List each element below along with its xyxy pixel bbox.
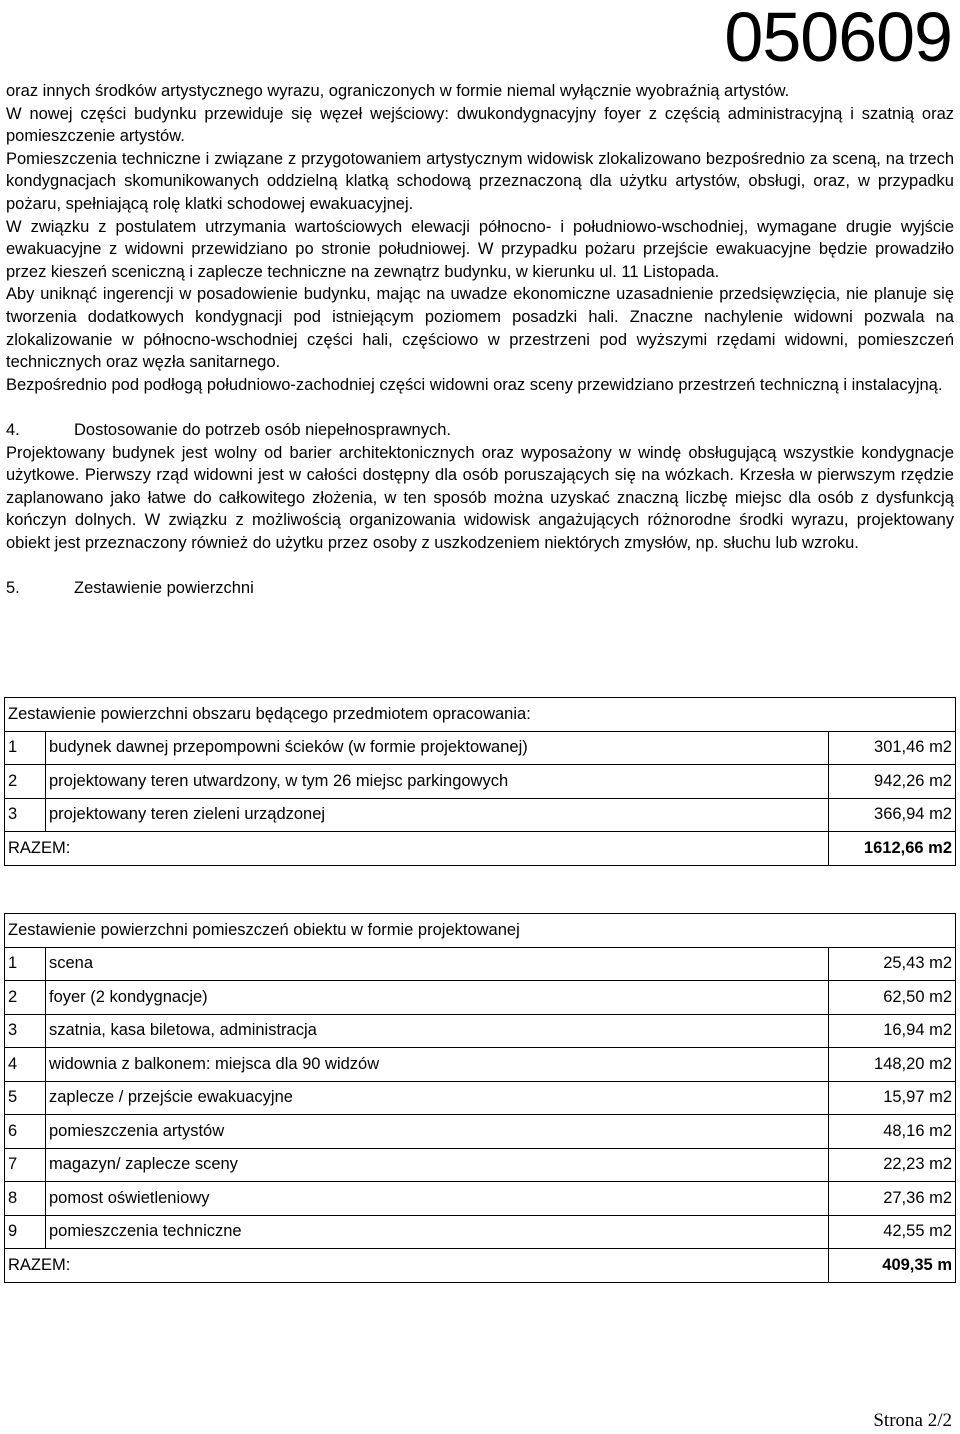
table-total-row	[5, 1249, 956, 1283]
row-name: szatnia, kasa biletowa, administracja	[46, 1014, 829, 1048]
row-value: 27,36 m2	[829, 1182, 956, 1216]
row-index: 1	[5, 947, 46, 981]
table-row	[5, 1115, 956, 1149]
table-caption: Zestawienie powierzchni pomieszczeń obiektu w formie projektowanej	[5, 914, 956, 948]
row-value: 148,20 m2	[829, 1048, 956, 1082]
row-value: 366,94 m2	[829, 798, 956, 832]
row-index: 8	[5, 1182, 46, 1216]
row-index: 3	[5, 798, 46, 832]
paragraph: W nowej części budynku przewiduje się węzeł wejściowy: dwukondygnacyjny foyer z częścią administracyjną i szatnią oraz pomieszczenie artystów.	[6, 104, 954, 146]
row-name: scena	[46, 947, 829, 981]
row-value: 42,55 m2	[829, 1215, 956, 1249]
row-value: 62,50 m2	[829, 981, 956, 1015]
section-heading-4	[6, 419, 954, 442]
row-value: 16,94 m2	[829, 1014, 956, 1048]
table-caption: Zestawienie powierzchni obszaru będącego przedmiotem opracowania:	[5, 698, 956, 732]
row-name: widownia z balkonem: miejsca dla 90 widzów	[46, 1048, 829, 1082]
total-value: 1612,66 m2	[829, 832, 956, 866]
row-value: 48,16 m2	[829, 1115, 956, 1149]
row-name: budynek dawnej przepompowni ścieków (w formie projektowanej)	[46, 731, 829, 765]
row-index: 7	[5, 1148, 46, 1182]
row-index: 9	[5, 1215, 46, 1249]
section-heading-5	[6, 577, 954, 600]
row-index: 6	[5, 1115, 46, 1149]
section-number: 5.	[6, 579, 20, 598]
document-number: 050609	[724, 0, 952, 76]
row-name: foyer (2 kondygnacje)	[46, 981, 829, 1015]
table-row	[5, 798, 956, 832]
paragraph: W związku z postulatem utrzymania wartościowych elewacji północno- i południowo-wschodniej, wymagane drugie wyjście ewakuacyjne z widowni przewidziano po stronie południowej. W przypadku pożaru przejście ewakuacyjne będzie prowadziło przez kieszeń sceniczną i zaplecze techniczne na zewnątrz budynku, w kierunku ul. 11 Listopada.	[6, 217, 954, 281]
row-value: 25,43 m2	[829, 947, 956, 981]
row-value: 22,23 m2	[829, 1148, 956, 1182]
page-number: Strona 2/2	[873, 1410, 952, 1431]
table-row	[5, 1048, 956, 1082]
row-name: magazyn/ zaplecze sceny	[46, 1148, 829, 1182]
table-row	[5, 1148, 956, 1182]
area-table-site	[4, 697, 956, 866]
row-name: projektowany teren utwardzony, w tym 26 miejsc parkingowych	[46, 765, 829, 799]
table-caption-row	[5, 914, 956, 948]
table-row	[5, 1182, 956, 1216]
table-row	[5, 765, 956, 799]
table-row	[5, 731, 956, 765]
table-total-row	[5, 832, 956, 866]
table-caption-row	[5, 698, 956, 732]
total-label: RAZEM:	[5, 1249, 829, 1283]
row-index: 2	[5, 981, 46, 1015]
paragraph: Pomieszczenia techniczne i związane z przygotowaniem artystycznym widowisk zlokalizowano bezpośrednio za sceną, na trzech kondygnacjach skomunikowanych oddzielną klatką schodową przeznaczoną dla użytku artystów, obsługi, oraz, w przypadku pożaru, spełniającą rolę klatki schodowej ewakuacyjnej.	[6, 149, 954, 213]
body-text	[6, 80, 954, 600]
section-title: Dostosowanie do potrzeb osób niepełnosprawnych.	[74, 420, 451, 439]
row-index: 4	[5, 1048, 46, 1082]
table-row	[5, 981, 956, 1015]
table-row	[5, 947, 956, 981]
paragraph: Aby uniknąć ingerencji w posadowienie budynku, mając na uwadze ekonomiczne uzasadnienie przedsięwzięcia, nie planuje się tworzenia dodatkowych kondygnacji pod istniejącym poziomem posadzki hali. Znaczne nachylenie widowni pozwala na zlokalizowanie w północno-wschodniej części hali, częściowo w przestrzeni pod wyższymi rzędami widowni, pomieszczeń technicznych oraz węzła sanitarnego.	[6, 285, 954, 372]
section-number: 4.	[6, 420, 20, 439]
paragraph: oraz innych środków artystycznego wyrazu, ograniczonych w formie niemal wyłącznie wyobraźnią artystów.	[6, 82, 790, 100]
section-title: Zestawienie powierzchni	[74, 579, 254, 598]
row-value: 301,46 m2	[829, 731, 956, 765]
paragraph: Projektowany budynek jest wolny od barier architektonicznych oraz wyposażony w windę obsługującą wszystkie kondygnacje użytkowe. Pierwszy rząd widowni jest w całości dostępny dla osób poruszających się na wózkach. Krzesła w pierwszym rzędzie zaplanowano jako łatwe do całkowitego złożenia, w ten sposób można uzyskać znaczną liczbę miejsc dla osób z dysfunkcją kończyn dolnych. W związku z możliwością organizowania widowisk angażujących różnorodne środki wyrazu, projektowany obiekt jest przeznaczony również do użytku przez osoby z uszkodzeniem niektórych zmysłów, np. słuchu lub wzroku.	[6, 443, 954, 552]
row-name: pomost oświetleniowy	[46, 1182, 829, 1216]
row-index: 3	[5, 1014, 46, 1048]
row-value: 15,97 m2	[829, 1081, 956, 1115]
total-label: RAZEM:	[5, 832, 829, 866]
row-name: pomieszczenia artystów	[46, 1115, 829, 1149]
table-row	[5, 1014, 956, 1048]
paragraph: Bezpośrednio pod podłogą południowo-zachodniej części widowni oraz sceny przewidziano przestrzeń techniczną i instalacyjną.	[6, 375, 943, 394]
row-value: 942,26 m2	[829, 765, 956, 799]
table-row	[5, 1215, 956, 1249]
table-row	[5, 1081, 956, 1115]
row-name: zaplecze / przejście ewakuacyjne	[46, 1081, 829, 1115]
total-value: 409,35 m	[829, 1249, 956, 1283]
area-table-rooms	[4, 913, 956, 1283]
row-index: 2	[5, 765, 46, 799]
row-name: pomieszczenia techniczne	[46, 1215, 829, 1249]
row-index: 5	[5, 1081, 46, 1115]
row-index: 1	[5, 731, 46, 765]
row-name: projektowany teren zieleni urządzonej	[46, 798, 829, 832]
